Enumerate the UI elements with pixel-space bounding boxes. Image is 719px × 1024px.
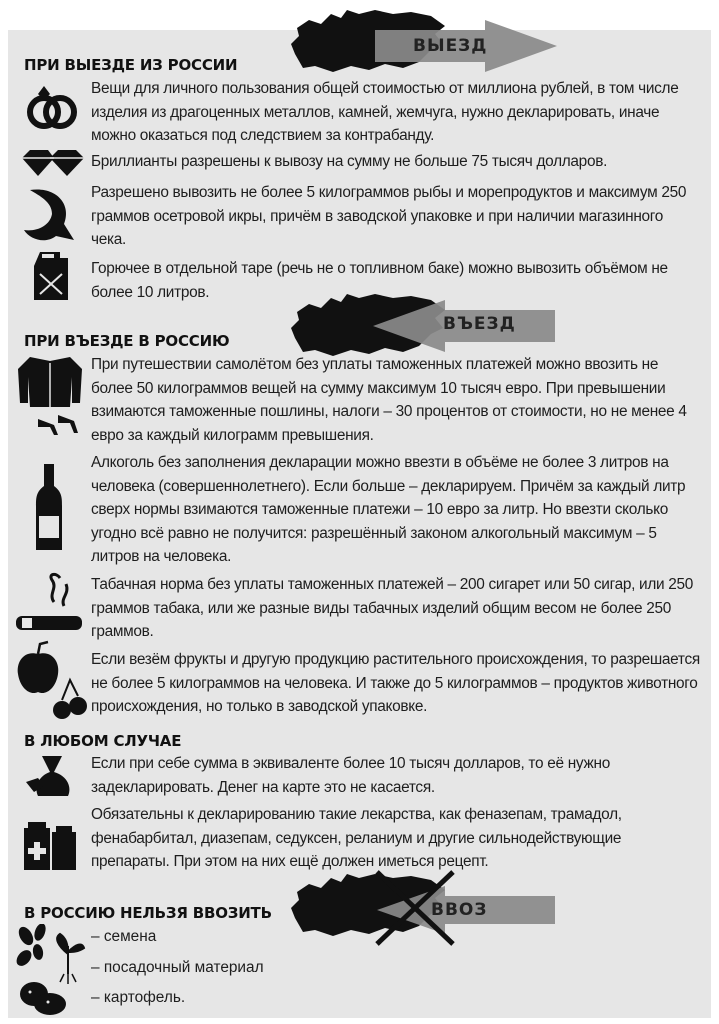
cigar-icon <box>14 572 86 641</box>
exit-item-rings: Вещи для личного пользования общей стоимостью от миллиона рублей, в том числе изделия из драгоценных металлов, камней, жемчуга, нужно декларировать, иначе можно оказаться под следствием за контрабанду. <box>91 80 679 144</box>
any-item-money: Если при себе сумма в эквиваленте более 10 тысяч долларов, то её нужно задекларировать. Денег на карте это не касается. <box>91 755 610 796</box>
entry-item-alcohol: Алкоголь без заполнения декларации можно ввезти в объёме не более 3 литров на человека (совершеннолетнего). Если больше – декларируем. Причём за каждый литр сверх нормы взимаются таможенные платежи – 10 евро за литр. Но ввезти сколько угодно всё равно не получится: разрешённый законом алкогольный максимум – 5 литров на человека. <box>91 454 686 565</box>
seeds-icon <box>14 924 90 1021</box>
fuel-canister-icon <box>30 250 72 307</box>
rings-icon <box>24 84 80 139</box>
entry-item-tobacco: Табачная норма без уплаты таможенных платежей – 200 сигарет или 50 сигар, или 250 граммов табака, или же разные виды табачных изделий общим весом не более 250 граммов. <box>91 576 694 640</box>
exit-item-fish: Разрешено вывозить не более 5 килограммов рыбы и морепродуктов и максимум 250 граммов осетровой икры, причём в заводской упаковке и при наличии магазинного чека. <box>91 184 687 248</box>
exit-item-fuel: Горючее в отдельной таре (речь не о топливном баке) можно вывозить объёмом не более 10 литров. <box>91 260 668 301</box>
medicine-icon <box>20 818 80 877</box>
any-item-medicine: Обязательны к декларированию такие лекарства, как феназепам, трамадол, фенабарбитал, диазепам, седуксен, реланиум и другие сильнодействующие препараты. При этом на них ещё должен иметься рецепт. <box>91 806 622 870</box>
exit-banner <box>285 6 565 76</box>
import-banner-label: ВВОЗ <box>431 900 488 920</box>
import-banner <box>285 866 565 946</box>
exit-section-title: ПРИ ВЫЕЗДЕ ИЗ РОССИИ <box>24 56 238 74</box>
exit-banner-label: ВЫЕЗД <box>413 36 488 56</box>
clothes-icon <box>14 355 86 442</box>
exit-item-diamonds: Бриллианты разрешены к вывозу на сумму не больше 75 тысяч долларов. <box>91 153 608 170</box>
bottle-icon <box>34 462 64 557</box>
entry-section-title: ПРИ ВЪЕЗДЕ В РОССИЮ <box>24 332 230 350</box>
banned-item: – посадочный материал <box>91 959 264 976</box>
entry-item-fruit: Если везём фрукты и другую продукцию растительного происхождения, то разрешается не более 5 килограммов на человека. И также до 5 килограммов – продуктов животного происхождения, но только в заводской упаковке. <box>91 651 700 715</box>
fish-icon <box>16 186 76 253</box>
banned-item: – семена <box>91 928 157 945</box>
entry-item-goods: При путешествии самолётом без уплаты таможенных платежей можно ввозить не более 50 килограммов вещей на сумму максимум 10 тысяч евро. При превышении взимаются таможенные пошлины, налоги – 30 процентов от стоимости, но не менее 4 евро за каждый килограмм превышения. <box>91 356 687 444</box>
banned-section-title: В РОССИЮ НЕЛЬЗЯ ВВОЗИТЬ <box>24 904 272 922</box>
fruit-icon <box>14 640 88 727</box>
money-bag-icon <box>24 752 80 805</box>
banned-item: – картофель. <box>91 989 186 1006</box>
diamonds-icon <box>20 148 86 183</box>
entry-banner-label: ВЪЕЗД <box>443 314 516 334</box>
import-banner-graphic <box>285 866 565 946</box>
entry-banner <box>285 290 565 360</box>
any-section-title: В ЛЮБОМ СЛУЧАЕ <box>24 732 182 750</box>
entry-banner-graphic <box>285 290 565 360</box>
